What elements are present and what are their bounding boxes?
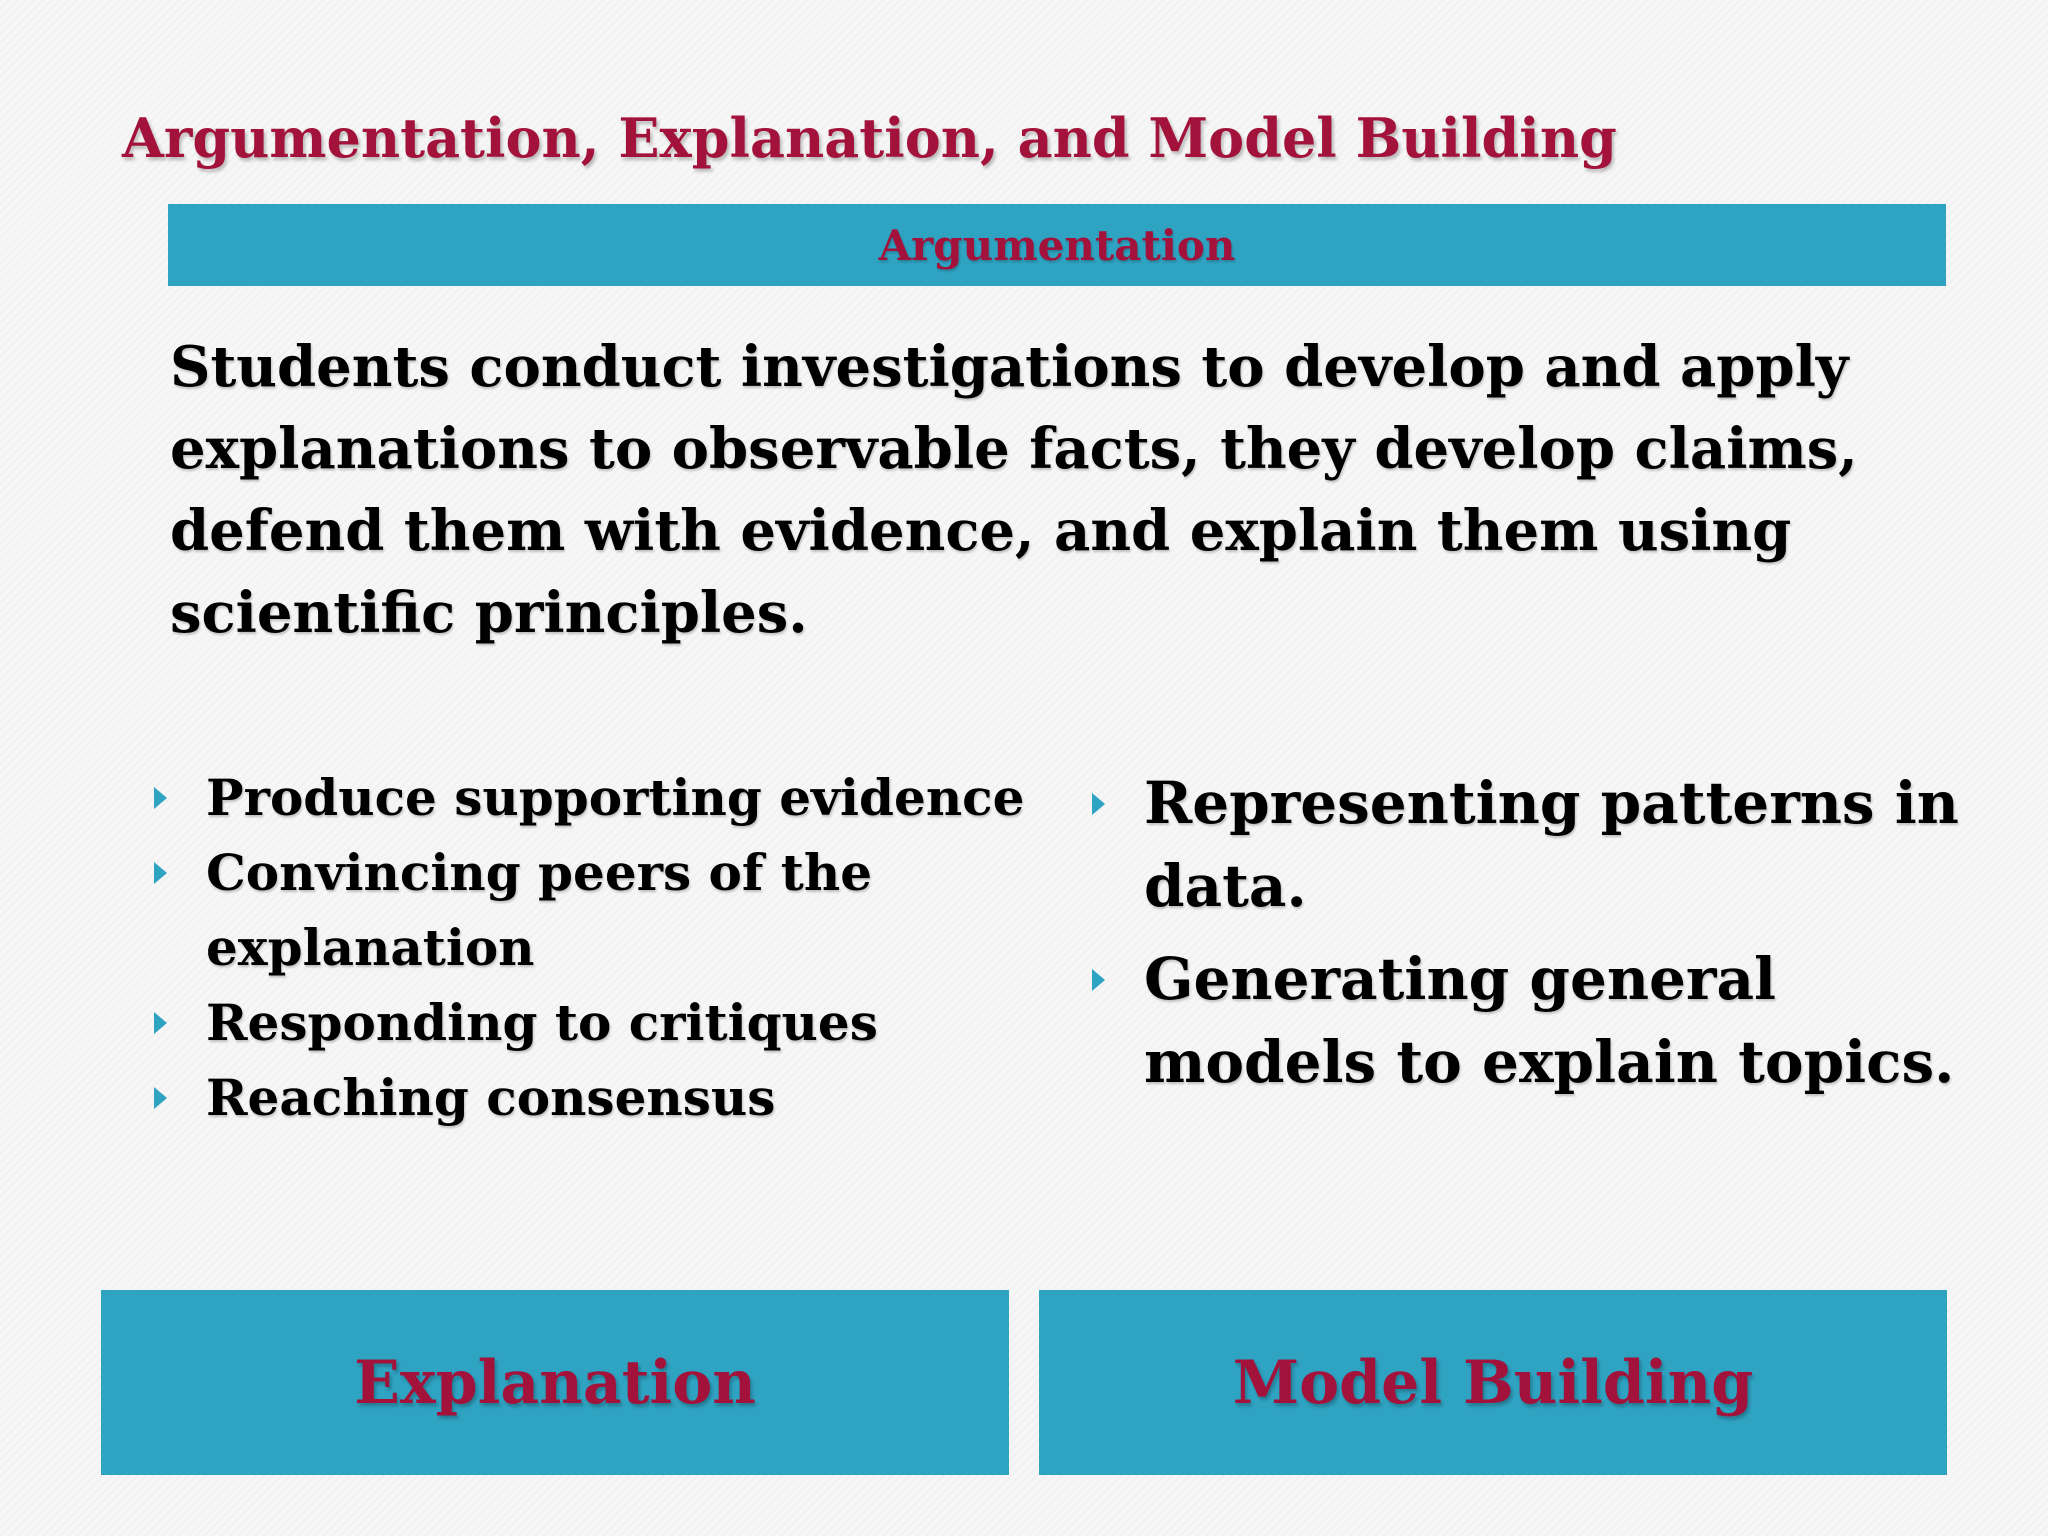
explanation-box (101, 1290, 1009, 1475)
banner-label: Argumentation (878, 220, 1236, 270)
list-item (1086, 938, 1986, 1104)
slide-title: Argumentation, Explanation, and Model Building (122, 106, 1617, 170)
list-item (1086, 762, 1986, 928)
list-item-text: Responding to critiques (206, 993, 878, 1052)
argumentation-banner (168, 204, 1946, 286)
list-item-text: Convincing peers of the explanation (206, 843, 873, 977)
list-item (148, 760, 1028, 835)
triangle-right-icon (154, 862, 167, 884)
triangle-right-icon (154, 787, 167, 809)
list-item (148, 1060, 1028, 1135)
triangle-right-icon (1092, 969, 1105, 991)
model-building-label: Model Building (1232, 1347, 1754, 1418)
triangle-right-icon (154, 1012, 167, 1034)
triangle-right-icon (154, 1087, 167, 1109)
list-item-text: Produce supporting evidence (206, 768, 1025, 827)
model-building-box (1039, 1290, 1947, 1475)
triangle-right-icon (1092, 793, 1105, 815)
list-item (148, 835, 1028, 985)
list-item-text: Representing patterns in data. (1144, 769, 1959, 920)
right-bullet-list (1086, 762, 1986, 1114)
explanation-label: Explanation (354, 1347, 756, 1418)
list-item (148, 985, 1028, 1060)
list-item-text: Generating general models to explain topics. (1144, 945, 1955, 1096)
list-item-text: Reaching consensus (206, 1068, 776, 1127)
left-bullet-list (148, 760, 1028, 1135)
description-text: Students conduct investigations to develop and apply explanations to observable facts, they develop claims, defend them with evidence, and explain them using scientific principles. (170, 334, 1858, 646)
